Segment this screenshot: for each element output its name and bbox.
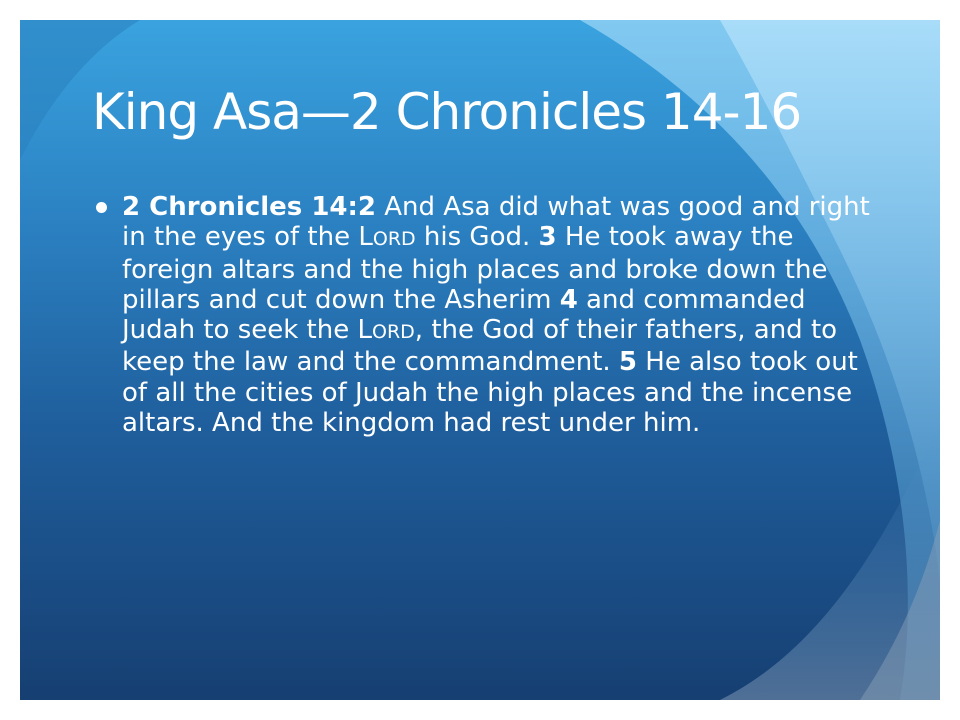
small-caps-segment: ORD [372,321,415,344]
verse-number: 3 [538,222,557,253]
text-segment: and commanded Judah to seek the [122,284,806,346]
bullet-dot-icon [96,202,107,213]
bullet-item-scripture [92,192,872,438]
small-caps-segment: ORD [372,228,416,251]
text-segment: He also took out of all the cities of Judah the high places and the incense altars. And the kingdom had rest under him. [122,347,858,439]
text-segment: He took away the foreign altars and the high places and broke down the pillars and cut down the Asherim [122,222,828,315]
text-segment: , the God of their fathers, and to keep the law and the commandment. [122,315,838,378]
text-segment: his God. [415,222,539,253]
verse-reference: 2 Chronicles 14:2 [122,192,376,222]
verse-number: 4 [559,284,578,315]
slide-title: King Asa—2 Chronicles 14-16 [92,83,802,141]
text-segment: L [358,222,373,253]
slide [20,20,940,700]
bullet-list [92,192,872,438]
verse-number: 5 [618,347,638,378]
text-segment: L [357,315,372,346]
text-segment: And Asa did what was good and right in the eyes of the [122,192,870,253]
scripture-text [122,192,870,438]
